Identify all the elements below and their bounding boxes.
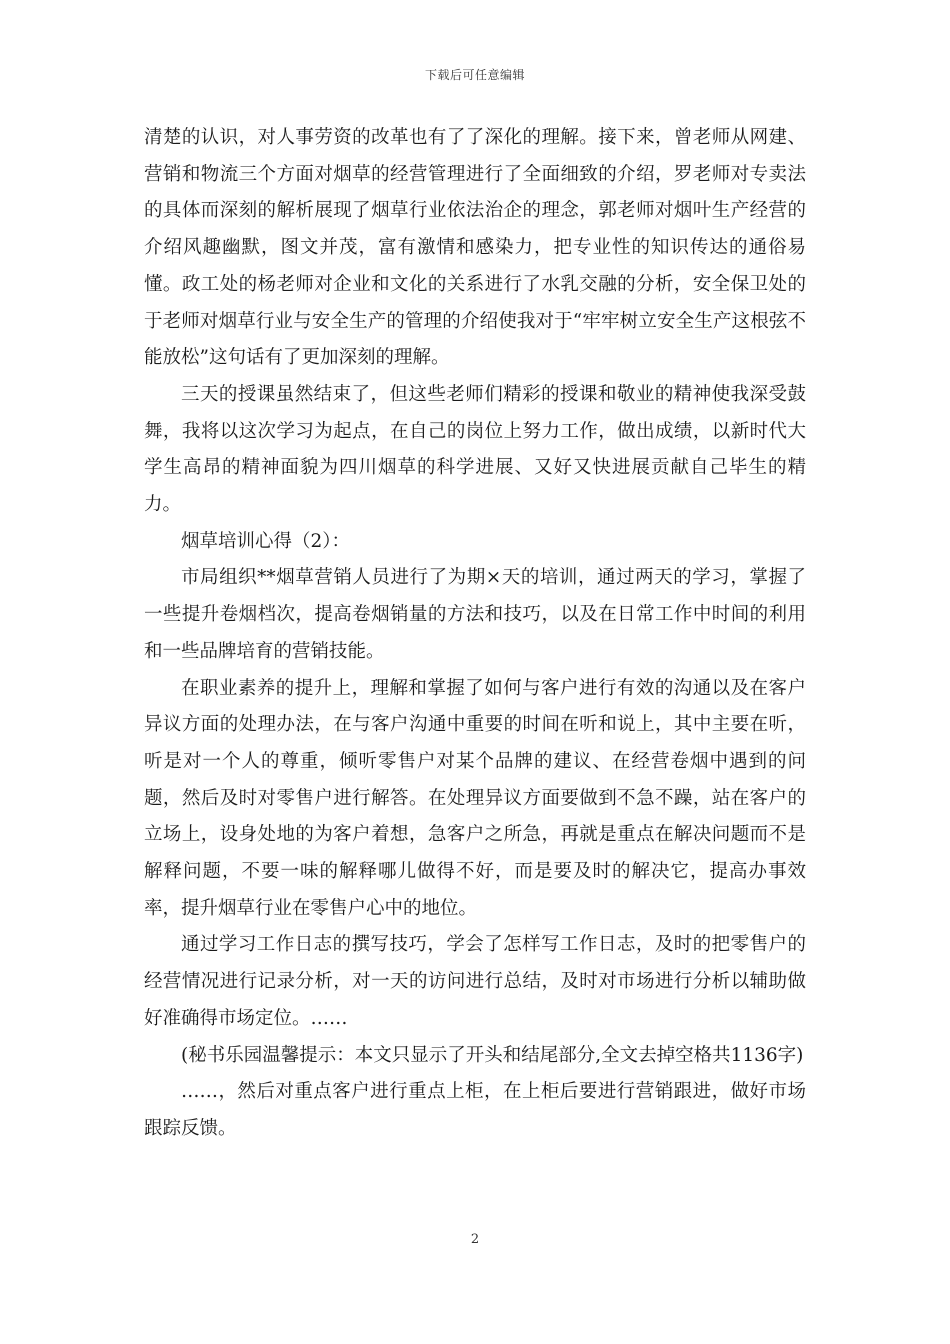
notice-paragraph: (秘书乐园温馨提示：本文只显示了开头和结尾部分,全文去掉空格共1136字): [181, 1044, 804, 1066]
section-heading: 烟草培训心得（2）：: [181, 530, 351, 552]
page-header: 下载后可任意编辑: [424, 68, 525, 82]
paragraph-1: 清楚的认识，对人事劳资的改革也有了了深化的理解。接下来，曾老师从网建、营销和物流三个方面对烟草的经营管理进行了全面细致的介绍，罗老师对专卖法的具体而深刻的解析展现了烟草行业依法治企的理念，郭老师对烟叶生产经营的介绍风趣幽默，图文并茂，富有激情和感染力，把专业性的知识传达的通俗易懂。政工处的杨老师对企业和文化的关系进行了水乳交融的分析，安全保卫处的于老师对烟草行业与安全生产的管理的介绍使我对于“牢牢树立安全生产这根弦不能放松”这句话有了更加深刻的理解。: [144, 127, 806, 369]
paragraph-2: 三天的授课虽然结束了，但这些老师们精彩的授课和敬业的精神使我深受鼓舞，我将以这次学习为起点，在自己的岗位上努力工作，做出成绩，以新时代大学生高昂的精神面貌为四川烟草的科学进展、又好又快进展贡献自己毕生的精力。: [144, 383, 806, 516]
paragraph-6: ……，然后对重点客户进行重点上柜，在上柜后要进行营销跟进，做好市场跟踪反馈。: [144, 1081, 806, 1139]
paragraph-5: 通过学习工作日志的撰写技巧，学会了怎样写工作日志，及时的把零售户的经营情况进行记录分析，对一天的访问进行总结，及时对市场进行分析以辅助做好准确得市场定位。……: [144, 934, 806, 1029]
page-number: 2: [470, 1232, 480, 1247]
paragraph-4: 在职业素养的提升上，理解和掌握了如何与客户进行有效的沟通以及在客户异议方面的处理办法，在与客户沟通中重要的时间在听和说上，其中主要在听，听是对一个人的尊重，倾听零售户对某个品牌的建议、在经营卷烟中遇到的问题，然后及时对零售户进行解答。在处理异议方面要做到不急不躁，站在客户的立场上，设身处地的为客户着想，急客户之所急，再就是重点在解决问题而不是解释问题，不要一味的解释哪儿做得不好，而是要及时的解决它，提高办事效率，提升烟草行业在零售户心中的地位。: [144, 677, 806, 919]
paragraph-3: 市局组织**烟草营销人员进行了为期×天的培训，通过两天的学习，掌握了一些提升卷烟档次，提高卷烟销量的方法和技巧，以及在日常工作中时间的利用和一些品牌培育的营销技能。: [144, 567, 806, 662]
document-body: [144, 120, 806, 1148]
